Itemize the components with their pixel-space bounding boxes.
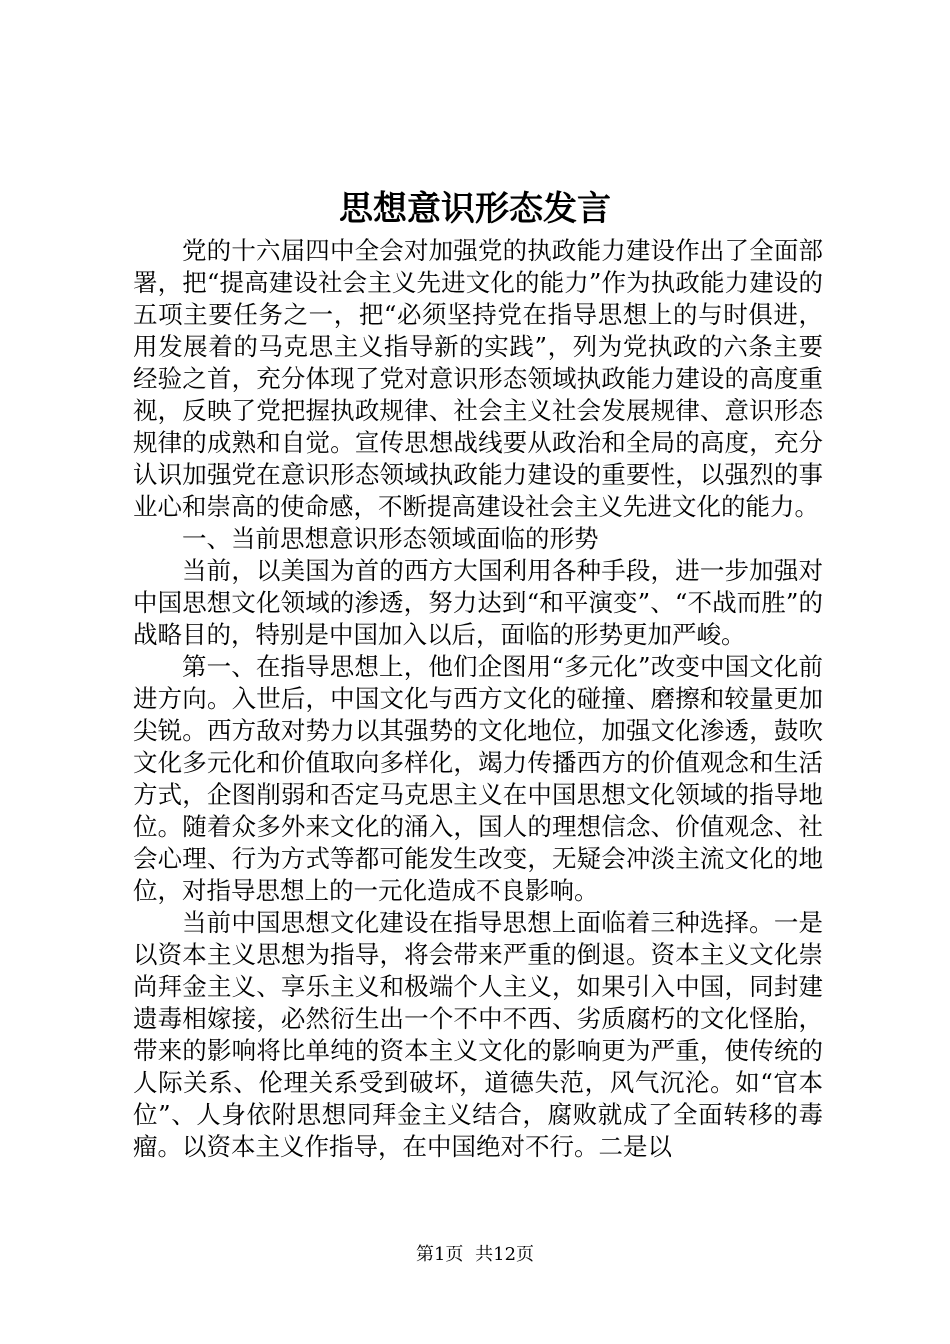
paragraph-three-choices: 当前中国思想文化建设在指导思想上面临着三种选择。一是以资本主义思想为指导，将会带来严重的倒退。资本主义文化崇尚拜金主义、享乐主义和极端个人主义，如果引入中国，同封建遗毒相嫁接，必然衍生出一个不中不西、劣质腐朽的文化怪胎，带来的影响将比单纯的资本主义文化的影响更为严重，使传统的人际关系、伦理关系受到破坏，道德失范，风气沉沦。如“官本位”、人身依附思想同拜金主义结合，腐败就成了全面转移的毒瘤。以资本主义作指导，在中国绝对不行。二是以	[133, 908, 823, 1161]
document-title: 思想意识形态发言	[339, 189, 611, 229]
paragraph-intro: 党的十六届四中全会对加强党的执政能力建设作出了全面部署，把“提高建设社会主义先进文化的能力”作为执政能力建设的五项主要任务之一，把“必须坚持党在指导思想上的与时俱进，用发展着的马克思主义指导新的实践”，列为党执政的六条主要经验之首，充分体现了党对意识形态领域执政能力建设的高度重视，反映了党把握执政规律、社会主义社会发展规律、意识形态规律的成熟和自觉。宣传思想战线要从政治和全局的高度，充分认识加强党在意识形态领域执政能力建设的重要性，以强烈的事业心和崇高的使命感，不断提高建设社会主义先进文化的能力。	[133, 236, 823, 521]
section-heading: 一、当前思想意识形态领域面临的形势	[182, 524, 599, 553]
document-body	[133, 235, 823, 1163]
paragraph-first-point: 第一、在指导思想上，他们企图用“多元化”改变中国文化前进方向。入世后，中国文化与西方文化的碰撞、磨擦和较量更加尖锐。西方敌对势力以其强势的文化地位，加强文化渗透，鼓吹文化多元化和价值取向多样化，竭力传播西方的价值观念和生活方式，企图削弱和否定马克思主义在中国思想文化领域的指导地位。随着众多外来文化的涌入，国人的理想信念、价值观念、社会心理、行为方式等都可能发生改变，无疑会冲淡主流文化的地位，对指导思想上的一元化造成不良影响。	[133, 652, 823, 905]
page-total: 共12页	[475, 1244, 535, 1265]
page-number: 第1页	[415, 1244, 464, 1265]
paragraph-situation: 当前，以美国为首的西方大国利用各种手段，进一步加强对中国思想文化领域的渗透，努力达到“和平演变”、“不战而胜”的战略目的，特别是中国加入以后，面临的形势更加严峻。	[133, 556, 823, 649]
page-footer	[0, 1240, 950, 1266]
